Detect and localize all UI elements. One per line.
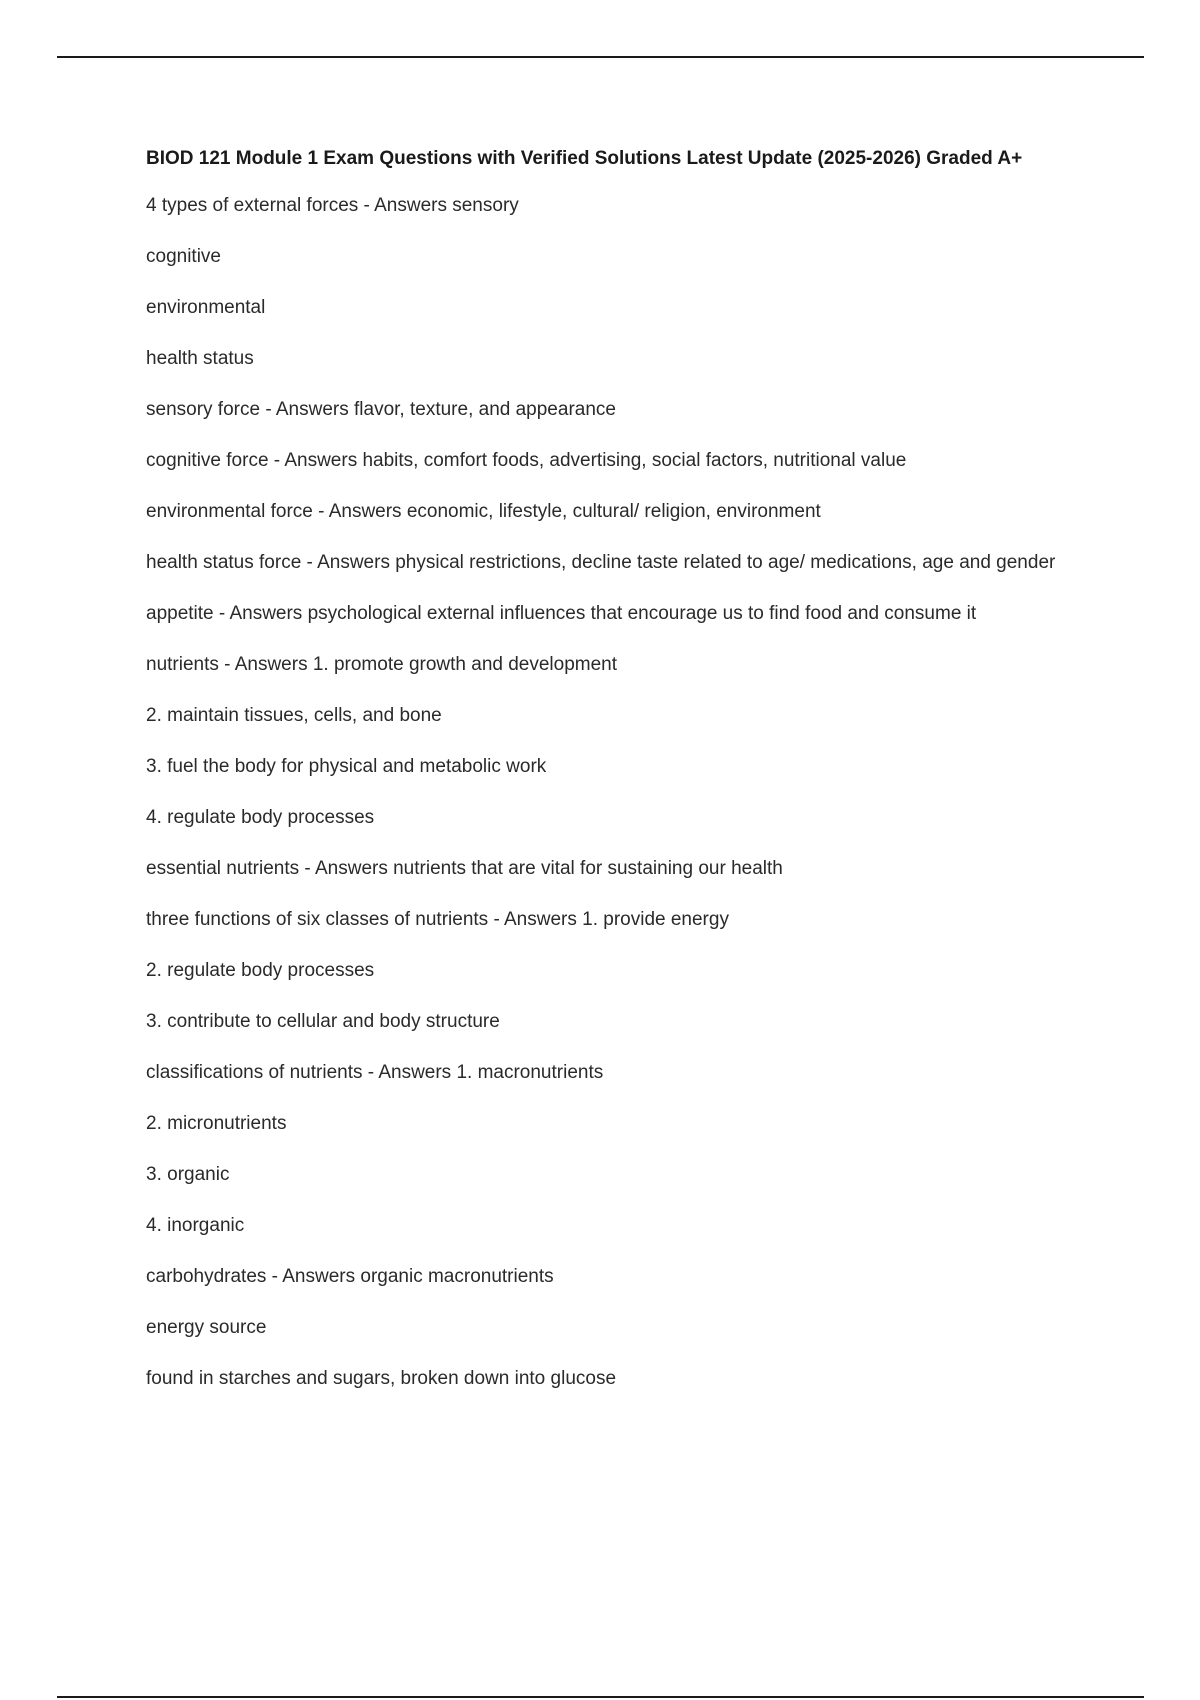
qa-line: essential nutrients - Answers nutrients that are vital for sustaining our health xyxy=(146,858,783,879)
qa-line: 2. micronutrients xyxy=(146,1113,287,1134)
footer-rule xyxy=(57,1696,1144,1698)
qa-line: 3. fuel the body for physical and metabolic work xyxy=(146,756,547,777)
qa-line: nutrients - Answers 1. promote growth and development xyxy=(146,654,618,675)
qa-line: 3. organic xyxy=(146,1164,230,1185)
header-rule xyxy=(57,56,1144,58)
document-title: BIOD 121 Module 1 Exam Questions with Verified Solutions Latest Update (2025-2026) Graded A+ xyxy=(146,148,1023,169)
qa-line: carbohydrates - Answers organic macronutrients xyxy=(146,1266,554,1287)
qa-line: 2. regulate body processes xyxy=(146,960,375,981)
qa-line: 3. contribute to cellular and body structure xyxy=(146,1011,500,1032)
qa-line: environmental force - Answers economic, lifestyle, cultural/ religion, environment xyxy=(146,501,821,522)
qa-line: classifications of nutrients - Answers 1. macronutrients xyxy=(146,1062,604,1083)
qa-line: 4. regulate body processes xyxy=(146,807,375,828)
qa-line: three functions of six classes of nutrients - Answers 1. provide energy xyxy=(146,909,729,930)
qa-line: cognitive xyxy=(146,246,221,267)
qa-line: health status force - Answers physical restrictions, decline taste related to age/ medications, age and gender xyxy=(146,552,1056,573)
qa-line: appetite - Answers psychological external influences that encourage us to find food and consume it xyxy=(146,603,977,624)
qa-line: sensory force - Answers flavor, texture, and appearance xyxy=(146,399,616,420)
qa-line: 4 types of external forces - Answers sensory xyxy=(146,195,519,216)
qa-line: cognitive force - Answers habits, comfort foods, advertising, social factors, nutritional value xyxy=(146,450,907,471)
qa-list xyxy=(146,191,1086,1394)
qa-line: energy source xyxy=(146,1317,267,1338)
qa-line: environmental xyxy=(146,297,266,318)
qa-line: 4. inorganic xyxy=(146,1215,245,1236)
qa-line: found in starches and sugars, broken down into glucose xyxy=(146,1368,617,1389)
qa-line: 2. maintain tissues, cells, and bone xyxy=(146,705,442,726)
qa-line: health status xyxy=(146,348,254,369)
document-body xyxy=(146,144,1086,1415)
